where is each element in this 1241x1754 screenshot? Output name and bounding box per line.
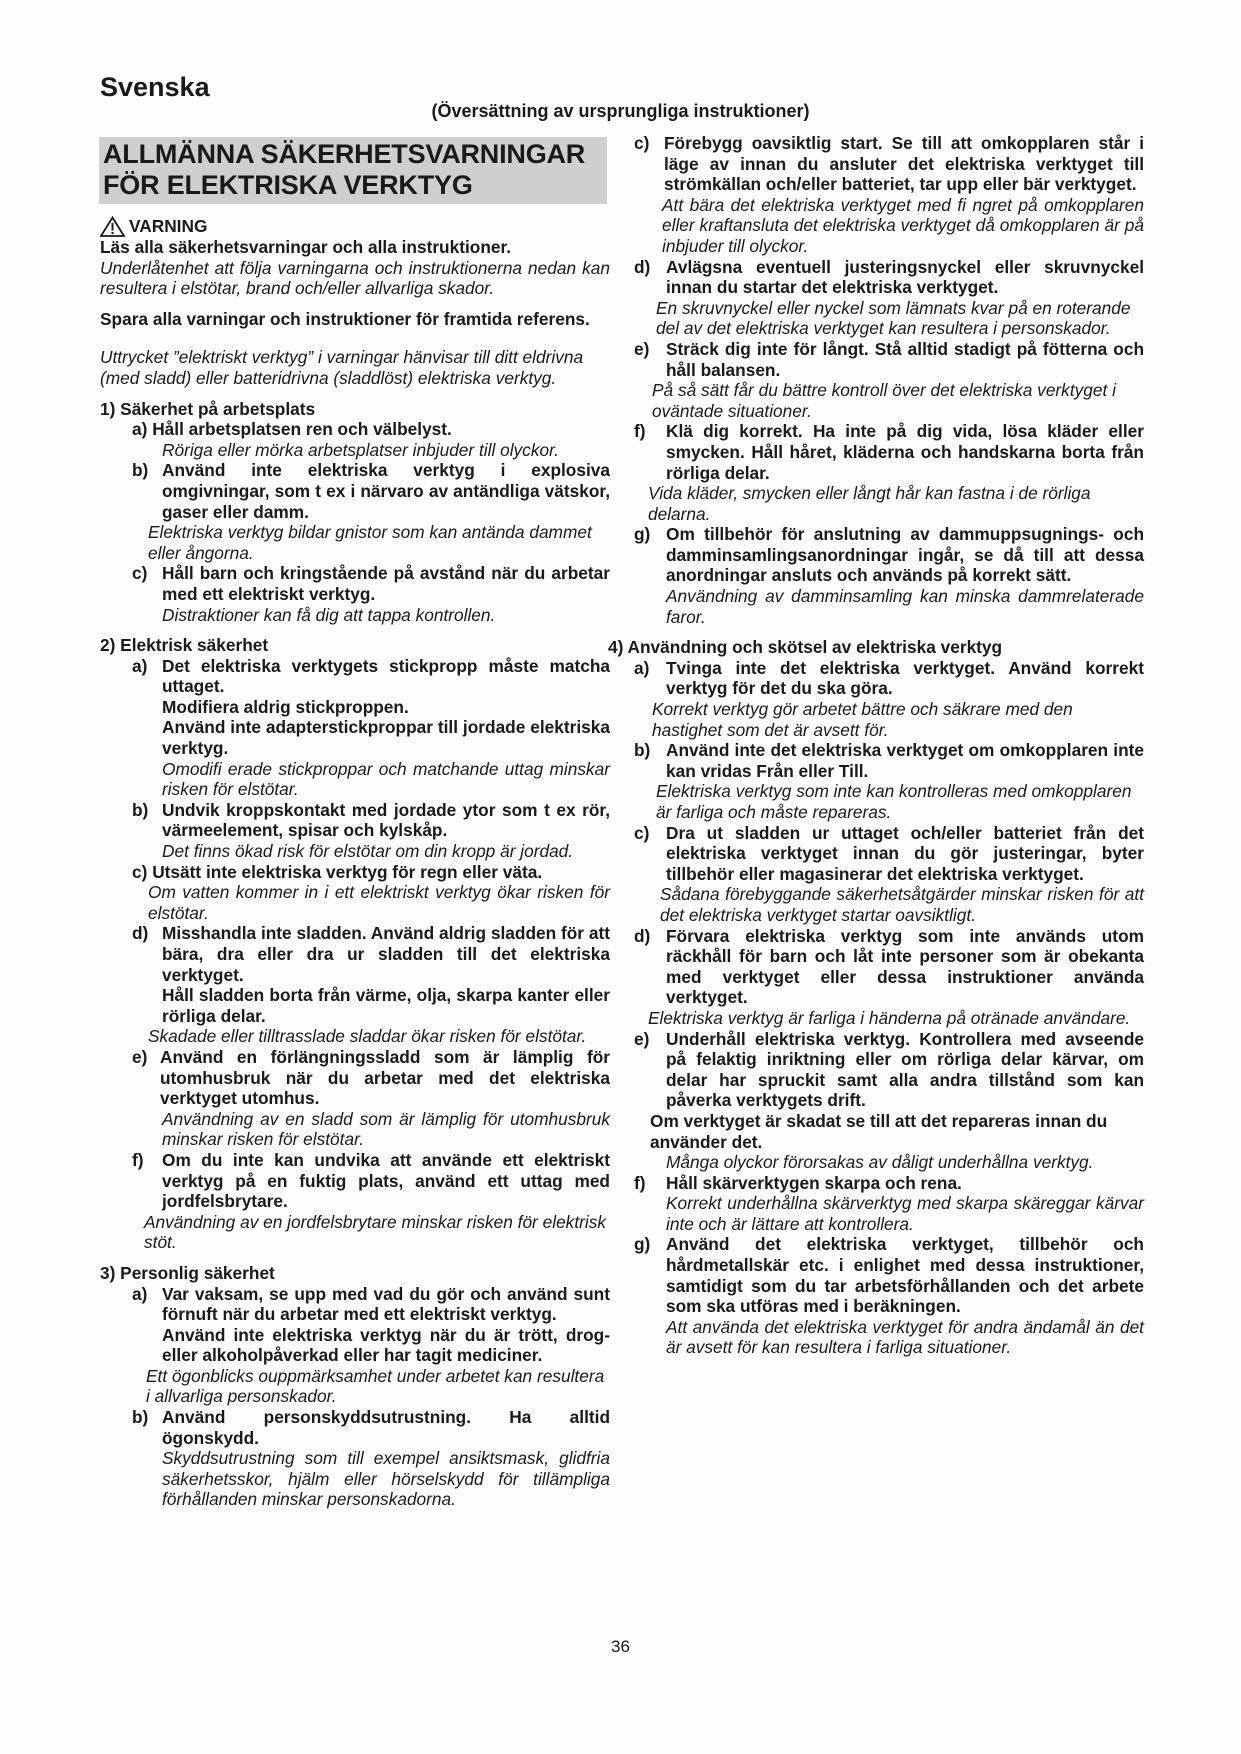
section-2-item-b bbox=[100, 800, 610, 862]
item-explanation: Röriga eller mörka arbetsplatser inbjuder till olyckor. bbox=[162, 439, 559, 460]
item-rule: Håll barn och kringstående på avstånd när du arbetar med ett elektriskt verktyg. bbox=[162, 563, 610, 604]
item-label: b) bbox=[132, 460, 149, 481]
item-explanation: Skadade eller tilltrasslade sladdar ökar risken för elstötar. bbox=[148, 1026, 587, 1047]
item-label: f) bbox=[132, 1149, 144, 1170]
section-2-item-a bbox=[100, 656, 610, 800]
section-3-item-d bbox=[634, 257, 1144, 339]
item-label: e) bbox=[634, 338, 650, 359]
item-rule-2: Modifiera aldrig stickproppen. bbox=[162, 696, 409, 717]
item-label: c) bbox=[132, 861, 148, 882]
item-label: d) bbox=[634, 925, 651, 946]
item-explanation: Elektriska verktyg bildar gnistor som kan antända dammet eller ångorna. bbox=[148, 522, 592, 563]
item-rule-2: Om verktyget är skadat se till att det repareras innan du använder det. bbox=[650, 1110, 1108, 1152]
item-rule: Sträck dig inte för långt. Stå alltid stadigt på fötterna och håll balansen. bbox=[666, 338, 1144, 380]
item-explanation: Många olyckor förorsakas av dåligt underhållna verktyg. bbox=[666, 1152, 1094, 1173]
section-3-item-g bbox=[634, 524, 1144, 627]
section-3-item-c bbox=[634, 133, 1144, 257]
item-explanation: Användning av en jordfelsbrytare minskar risken för elektrisk stöt. bbox=[144, 1211, 606, 1253]
section-4-item-d bbox=[634, 926, 1144, 1029]
item-rule-3: Använd inte adapterstickproppar till jordade elektriska verktyg. bbox=[162, 717, 610, 759]
section-1-item-a bbox=[100, 419, 610, 460]
item-rule-2: Använd inte elektriska verktyg när du är trött, drog- eller alkoholpåverkad eller har tagit mediciner. bbox=[162, 1324, 610, 1366]
item-explanation: Sådana förebyggande säkerhetsåtgärder minskar risken för att det elektriska verktyget startar oavsiktligt. bbox=[660, 884, 1144, 925]
item-label: a) bbox=[132, 419, 148, 440]
section-2-item-f bbox=[100, 1150, 610, 1253]
item-label: f) bbox=[634, 1172, 646, 1193]
page-number: 36 bbox=[611, 1637, 630, 1656]
section-3-title: 3) Personlig säkerhet bbox=[100, 1262, 275, 1283]
item-label: g) bbox=[634, 524, 651, 545]
item-explanation: Om vatten kommer in i ett elektriskt verktyg ökar risken för elstötar. bbox=[148, 882, 610, 923]
item-rule: Tvinga inte det elektriska verktyget. Använd korrekt verktyg för det du ska göra. bbox=[666, 657, 1144, 699]
section-2-title: 2) Elektrisk säkerhet bbox=[100, 635, 269, 656]
section-2-item-c bbox=[100, 862, 610, 924]
item-rule: Avlägsna eventuell justeringsnyckel eller skruvnyckel innan du startar det elektriska verktyget. bbox=[666, 256, 1144, 298]
item-explanation: Vida kläder, smycken eller långt hår kan fastna i de rörliga delarna. bbox=[648, 483, 1091, 524]
item-rule: Använd inte det elektriska verktyget om omkopplaren inte kan vridas Från eller Till. bbox=[666, 740, 1144, 781]
item-label: a) bbox=[132, 1283, 148, 1304]
item-explanation: Elektriska verktyg som inte kan kontrolleras med omkopplaren är farliga och måste repareras. bbox=[656, 781, 1132, 822]
item-rule: Håll skärverktygen skarpa och rena. bbox=[666, 1172, 962, 1193]
item-explanation: Korrekt underhållna skärverktyg med skarpa skäreggar kärvar inte och är lättare att kontrollera. bbox=[666, 1193, 1144, 1234]
item-rule: Förvara elektriska verktyg som inte används utom räckhåll för barn och låt inte personer som är obekanta med verktyget eller dessa instruktioner använda verktyget. bbox=[666, 925, 1144, 1008]
section-4-item-a bbox=[634, 658, 1144, 740]
warning-triangle-icon bbox=[100, 216, 125, 237]
item-rule: Misshandla inte sladden. Använd aldrig sladden för att bära, dra eller dra ur sladden till det elektriska verktyget. bbox=[162, 923, 610, 985]
right-column bbox=[608, 133, 1144, 1358]
section-4-title: 4) Användning och skötsel av elektriska verktyg bbox=[608, 637, 1003, 658]
item-explanation: Det finns ökad risk för elstötar om din kropp är jordad. bbox=[162, 841, 574, 862]
left-column bbox=[100, 137, 610, 1510]
item-explanation: Korrekt verktyg gör arbetet bättre och säkrare med den hastighet som det är avsett för. bbox=[652, 699, 1073, 740]
item-rule: Klä dig korrekt. Ha inte på dig vida, lösa kläder eller smycken. Håll håret, kläderna och handskarna borta från rörliga delar. bbox=[666, 421, 1144, 483]
item-rule: Om tillbehör för anslutning av dammuppsugnings- och damminsamlingsanordningar ingår, se då till att dessa anordningar ansluts och används på korrekt sätt. bbox=[666, 524, 1144, 586]
item-rule: Använd personskyddsutrustning. Ha alltid ögonskydd. bbox=[162, 1407, 610, 1448]
item-rule: Utsätt inte elektriska verktyg för regn eller väta. bbox=[152, 861, 543, 882]
section-4-item-b bbox=[634, 740, 1144, 822]
section-1-item-c bbox=[100, 563, 610, 625]
warning-label: VARNING bbox=[129, 216, 208, 237]
section-2-item-e bbox=[100, 1047, 610, 1150]
read-all-instructions: Läs alla säkerhetsvarningar och alla instruktioner. bbox=[100, 237, 512, 257]
section-1-item-b bbox=[100, 460, 610, 563]
item-label: g) bbox=[634, 1234, 651, 1255]
safety-warnings-title: ALLMÄNNA SÄKERHETSVARNINGAR FÖR ELEKTRISKA VERKTYG bbox=[99, 137, 607, 204]
item-explanation: Elektriska verktyg är farliga i händerna på otränade användare. bbox=[648, 1007, 1131, 1028]
item-rule: Håll arbetsplatsen ren och välbelyst. bbox=[152, 419, 452, 440]
item-rule-2: Håll sladden borta från värme, olja, skarpa kanter eller rörliga delar. bbox=[162, 985, 610, 1026]
section-4-item-c bbox=[634, 823, 1144, 926]
language-heading: Svenska bbox=[100, 72, 210, 102]
section-4-item-e bbox=[634, 1029, 1144, 1173]
section-3-item-a bbox=[100, 1284, 610, 1408]
item-explanation: På så sätt får du bättre kontroll över det elektriska verktyget i oväntade situationer. bbox=[652, 380, 1116, 421]
item-label: c) bbox=[132, 563, 148, 584]
item-label: c) bbox=[634, 133, 650, 153]
item-label: f) bbox=[634, 421, 646, 442]
item-label: d) bbox=[132, 923, 149, 944]
section-4-item-g bbox=[634, 1234, 1144, 1358]
item-label: b) bbox=[132, 799, 149, 820]
save-instructions: Spara alla varningar och instruktioner för framtida referens. bbox=[100, 308, 590, 329]
item-label: a) bbox=[132, 655, 148, 676]
item-rule: Om du inte kan undvika att använde ett elektriskt verktyg på en fuktig plats, använd ett uttag med jordfelsbrytare. bbox=[162, 1149, 610, 1212]
item-label: c) bbox=[634, 822, 650, 843]
item-explanation: En skruvnyckel eller nyckel som lämnats kvar på en roterande del av det elektriska verktyget kan resultera i personskador. bbox=[656, 297, 1131, 339]
item-explanation: Användning av damminsamling kan minska dammrelaterade faror. bbox=[666, 586, 1144, 627]
item-rule: Underhåll elektriska verktyg. Kontrollera med avseende på felaktig inriktning eller om rörliga delar kärvar, om delar har spruckit samt alla andra tillstånd som kan påverka verktygets drift. bbox=[666, 1028, 1144, 1111]
item-rule: Använd en förlängningssladd som är lämplig för utomhusbruk när du arbetar med det elektriska verktyget utomhus. bbox=[160, 1046, 610, 1109]
section-3-item-e bbox=[634, 339, 1144, 421]
item-rule: Förebygg oavsiktlig start. Se till att omkopplaren står i läge av innan du ansluter det elektriska verktyget till strömkällan och/eller batteriet, tar upp eller bär verktyget. bbox=[664, 133, 1144, 195]
section-3-item-b bbox=[100, 1407, 610, 1510]
term-definition: Uttrycket ”elektriskt verktyg” i varningar hänvisar till ditt eldrivna (med sladd) eller batteridrivna (sladdlöst) elektriska verktyg. bbox=[100, 347, 584, 388]
item-label: e) bbox=[132, 1046, 148, 1067]
item-rule: Det elektriska verktygets stickpropp måste matcha uttaget. bbox=[162, 655, 610, 697]
item-rule: Undvik kroppskontakt med jordade ytor som t ex rör, värmeelement, spisar och kylskåp. bbox=[162, 799, 610, 841]
section-3-item-f bbox=[634, 421, 1144, 524]
section-2-item-d bbox=[100, 923, 610, 1047]
item-explanation: Skyddsutrustning som till exempel ansiktsmask, glidfria säkerhetsskor, hjälm eller hörselskydd för tillämpliga förhållanden minskar personskadorna. bbox=[162, 1448, 610, 1510]
item-label: b) bbox=[132, 1407, 149, 1428]
item-rule: Använd inte elektriska verktyg i explosiva omgivningar, som t ex i närvaro av antändliga vätskor, gaser eller damm. bbox=[162, 460, 610, 522]
item-label: b) bbox=[634, 740, 651, 761]
item-explanation: Att använda det elektriska verktyget för andra ändamål än det är avsett för kan resultera i farliga situationer. bbox=[666, 1316, 1144, 1358]
item-explanation: Att bära det elektriska verktyget med fi ngret på omkopplaren eller kraftansluta det elektriska verktyget då omkopplaren är på inbjuder till olyckor. bbox=[662, 194, 1144, 256]
section-4-item-f bbox=[634, 1173, 1144, 1235]
item-rule: Använd det elektriska verktyget, tillbehör och hårdmetallskär etc. i enlighet med dessa instruktioner, samtidigt som du tar arbetsförhållanden och det arbete som ska utföras med i beräkningen. bbox=[666, 1234, 1144, 1317]
item-explanation: Ett ögonblicks ouppmärksamhet under arbetet kan resultera i allvarliga personskador. bbox=[146, 1365, 605, 1407]
item-explanation: Omodifi erade stickproppar och matchande uttag minskar risken för elstötar. bbox=[162, 758, 610, 800]
item-explanation: Användning av en sladd som är lämplig för utomhusbruk minskar risken för elstötar. bbox=[162, 1108, 610, 1150]
failure-consequence: Underlåtenhet att följa varningarna och instruktionerna nedan kan resultera i elstötar, brand och/eller allvarliga skador. bbox=[100, 257, 610, 299]
item-rule: Dra ut sladden ur uttaget och/eller batteriet från det elektriska verktyget innan du gör justeringar, byter tillbehör eller magasinerar det elektriska verktyget. bbox=[666, 822, 1144, 884]
item-label: e) bbox=[634, 1028, 650, 1049]
section-1-title: 1) Säkerhet på arbetsplats bbox=[100, 398, 316, 419]
translation-subtitle: (Översättning av ursprungliga instruktioner) bbox=[431, 101, 810, 121]
item-label: d) bbox=[634, 256, 651, 277]
warning-line bbox=[100, 216, 610, 237]
item-label: a) bbox=[634, 657, 650, 678]
item-rule: Var vaksam, se upp med vad du gör och använd sunt förnuft när du arbetar med ett elektriskt verktyg. bbox=[162, 1283, 610, 1325]
item-explanation: Distraktioner kan få dig att tappa kontrollen. bbox=[162, 604, 496, 625]
